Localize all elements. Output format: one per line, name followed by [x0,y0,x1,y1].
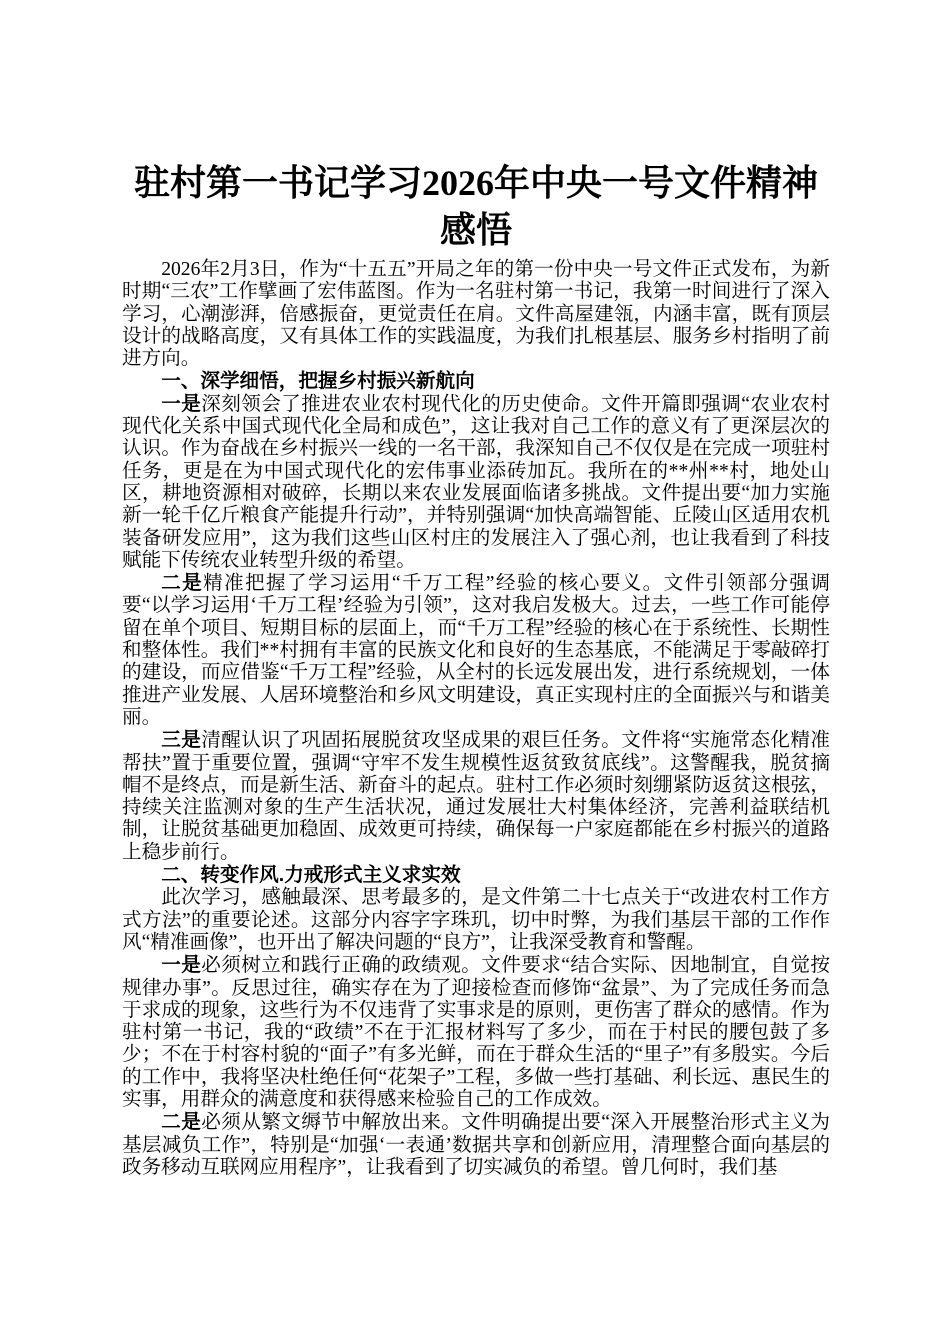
section-heading-1 [122,370,830,392]
paragraph-section2-point-1 [122,954,830,1111]
section-heading-text: 二、转变作风.力戒形式主义求实效 [161,864,461,887]
paragraph-lead: 一是 [161,392,202,415]
section-heading-2 [122,864,830,886]
paragraph-text: 必须树立和践行正确的政绩观。文件要求“结合实际、因地制宜，自觉按规律办事”。反思过往，确实存在为了迎接检查而修饰“盆景”、为了完成任务而急于求成的现象，这些行为不仅违背了实事求是的原则，更伤害了群众的感情。作为驻村第一书记，我的“政绩”不在于汇报材料写了多少，而在于村民的腰包鼓了多少；不在于村容村貌的“面子”有多光鲜，而在于群众生活的“里子”有多殷实。今后的工作中，我将坚决杜绝任何“花架子”工程，多做一些打基础、利长远、惠民生的实事，用群众的满意度和获得感来检验自己的工作成效。 [122,955,831,1110]
document-body [122,258,830,1179]
paragraph-lead: 三是 [161,729,202,752]
paragraph-text: 此次学习，感触最深、思考最多的，是文件第二十七点关于“改进农村工作方式方法”的重要论述。这部分内容字字珠玑，切中时弊，为我们基层干部的工作作风“精准画像”，也开出了解决问题的“良方”，让我深受教育和警醒。 [122,887,830,953]
paragraph-point-1 [122,393,830,572]
document-title: 驻村第一书记学习2026年中央一号文件精神感悟 [133,163,818,250]
paragraph-point-3 [122,729,830,864]
paragraph-text: 深刻领会了推进农业农村现代化的历史使命。文件开篇即强调“农业农村现代化关系中国式现代化全局和成色”，这让我对自己工作的意义有了更深层次的认识。作为奋战在乡村振兴一线的一名干部，我深知自己不仅仅是在完成一项驻村任务，更是在为中国式现代化的宏伟事业添砖加瓦。我所在的**州**村，地处山区，耕地资源相对破碎，长期以来农业发展面临诸多挑战。文件提出要“加力实施新一轮千亿斤粮食产能提升行动”，并特别强调“加快高端智能、丘陵山区适用农机装备研发应用”，这为我们这些山区村庄的发展注入了强心剂，也让我看到了科技赋能下传统农业转型升级的希望。 [122,393,831,571]
paragraph-text: 清醒认识了巩固拓展脱贫攻坚成果的艰巨任务。文件将“实施常态化精准帮扶”置于重要位置，强调“守牢不发生规模性返贫致贫底线”。这警醒我，脱贫摘帽不是终点，而是新生活、新奋斗的起点。驻村工作必须时刻绷紧防返贫这根弦，持续关注监测对象的生产生活状况，通过发展壮大村集体经济，完善利益联结机制，让脱贫基础更加稳固、成效更可持续，确保每一户家庭都能在乡村振兴的道路上稳步前行。 [122,730,831,863]
paragraph-text: 2026年2月3日，作为“十五五”开局之年的第一份中央一号文件正式发布，为新时期“三农”工作擘画了宏伟蓝图。作为一名驻村第一书记，我第一时间进行了深入学习，心潮澎湃，倍感振奋，更觉责任在肩。文件高屋建瓴，内涵丰富，既有顶层设计的战略高度，又有具体工作的实践温度，为我们扎根基层、服务乡村指明了前进方向。 [122,259,830,370]
section-heading-text: 一、深学细悟，把握乡村振兴新航向 [161,370,475,393]
paragraph-section2-intro [122,886,830,954]
paragraph-text: 必须从繁文缛节中解放出来。文件明确提出要“深入开展整治形式主义为基层减负工作”，特别是“加强‘一表通’数据共享和创新应用，清理整合面向基层的政务移动互联网应用程序”，让我看到了切实减负的希望。曾几何时，我们基 [122,1112,831,1178]
paragraph-intro [122,258,830,370]
paragraph-lead: 二是 [161,1111,202,1134]
paragraph-lead: 二是 [161,572,204,595]
paragraph-lead: 一是 [161,954,202,977]
paragraph-point-2 [122,572,830,729]
paragraph-text: 精准把握了学习运用“千万工程”经验的核心要义。文件引领部分强调要“以学习运用‘千万工程’经验为引领”，这对我启发极大。过去，一些工作可能停留在单个项目、短期目标的层面上，而“千万工程”经验的核心在于系统性、长期性和整体性。我们**村拥有丰富的民族文化和良好的生态基底，不能满足于零敲碎打的建设，而应借鉴“千万工程”经验，从全村的长远发展出发，进行系统规划，一体推进产业发展、人居环境整治和乡风文明建设，真正实现村庄的全面振兴与和谐美丽。 [122,573,830,728]
paragraph-section2-point-2 [122,1111,830,1179]
